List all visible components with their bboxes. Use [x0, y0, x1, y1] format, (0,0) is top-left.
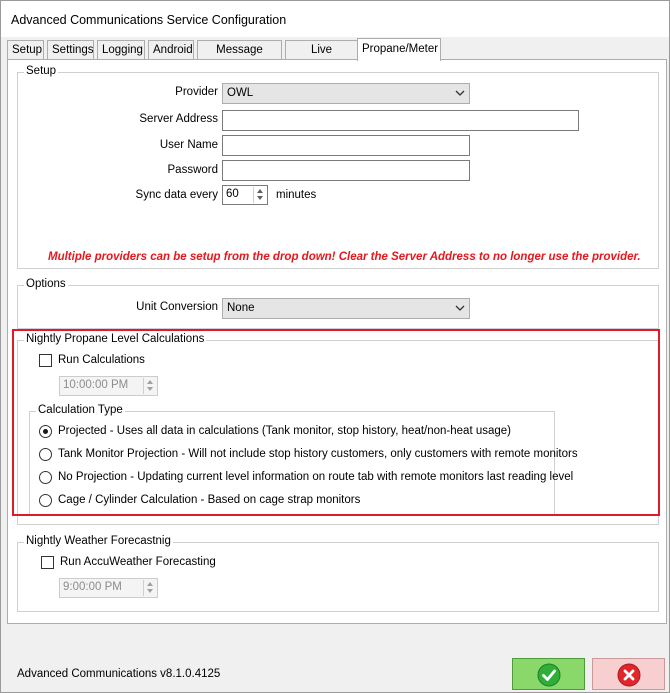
provider-label: Provider	[175, 86, 218, 98]
radio-projected-label[interactable]: Projected - Uses all data in calculations (Tank monitor, stop history, heat/non-heat usage)	[58, 425, 511, 437]
title-bar	[1, 1, 669, 37]
run-accuweather-label[interactable]: Run AccuWeather Forecasting	[60, 556, 216, 568]
unit-conversion-label: Unit Conversion	[136, 301, 218, 313]
nightly-weather-group-label: Nightly Weather Forecastnig	[26, 535, 171, 547]
run-calculations-label[interactable]: Run Calculations	[58, 354, 145, 366]
provider-value: OWL	[227, 87, 254, 99]
tab-panel-propane-meter	[7, 59, 667, 624]
password-input[interactable]	[222, 160, 470, 181]
stepper-down-icon[interactable]	[257, 196, 263, 200]
stepper-arrows-icon[interactable]	[253, 187, 266, 203]
calculation-type-label: Calculation Type	[38, 404, 123, 416]
tab-setup[interactable]: Setup	[7, 40, 44, 60]
weather-time-picker[interactable]	[59, 578, 158, 598]
nightly-propane-group	[17, 333, 659, 525]
stepper-up-icon[interactable]	[147, 582, 153, 586]
sync-unit-label: minutes	[276, 189, 317, 201]
user-name-label: User Name	[159, 139, 218, 151]
radio-cage-cylinder[interactable]	[39, 494, 52, 507]
radio-tank-monitor-projection[interactable]	[39, 448, 52, 461]
check-circle-icon	[537, 663, 561, 687]
server-address-input[interactable]	[222, 110, 579, 131]
radio-projected[interactable]	[39, 425, 52, 438]
window-title: Advanced Communications Service Configuration	[11, 13, 287, 27]
calculation-type-group	[29, 404, 578, 516]
user-name-input[interactable]	[222, 135, 470, 156]
sync-minutes-stepper[interactable]	[222, 185, 268, 205]
tab-message-centre[interactable]: Message	[197, 40, 282, 60]
run-accuweather-checkbox[interactable]	[41, 556, 54, 569]
nightly-propane-group-label: Nightly Propane Level Calculations	[26, 333, 205, 345]
ok-button[interactable]	[512, 658, 585, 690]
options-group-label: Options	[26, 278, 66, 290]
propane-time-value: 10:00:00 PM	[63, 379, 129, 391]
tab-settings[interactable]: Settings	[47, 40, 94, 60]
tab-logging[interactable]: Logging	[97, 40, 145, 60]
time-stepper-icon[interactable]	[143, 378, 156, 394]
run-calculations-checkbox[interactable]	[39, 354, 52, 367]
nightly-weather-group	[17, 535, 659, 612]
provider-select[interactable]	[222, 83, 470, 104]
setup-group-label: Setup	[26, 65, 57, 77]
propane-time-picker[interactable]	[59, 376, 158, 396]
radio-no-projection-label[interactable]: No Projection - Updating current level information on route tab with remote monitors last reading level	[58, 471, 574, 483]
unit-conversion-value: None	[227, 302, 255, 314]
sync-value: 60	[226, 188, 239, 200]
password-label: Password	[167, 164, 218, 176]
chevron-down-icon	[455, 305, 465, 312]
x-circle-icon	[617, 663, 641, 687]
stepper-up-icon[interactable]	[257, 189, 263, 193]
time-stepper-icon[interactable]	[143, 580, 156, 596]
weather-time-value: 9:00:00 PM	[63, 581, 122, 593]
setup-group	[17, 65, 659, 269]
stepper-down-icon[interactable]	[147, 387, 153, 391]
tab-live-tracking[interactable]: Live	[285, 40, 358, 60]
tab-propane-meter[interactable]: Propane/Meter	[357, 38, 441, 61]
version-label: Advanced Communications v8.1.0.4125	[17, 668, 221, 680]
tab-android[interactable]: Android	[148, 40, 194, 60]
radio-no-projection[interactable]	[39, 471, 52, 484]
radio-cage-cylinder-label[interactable]: Cage / Cylinder Calculation - Based on cage strap monitors	[58, 494, 361, 506]
options-group	[17, 278, 659, 329]
provider-warning: Multiple providers can be setup from the drop down! Clear the Server Address to no longer use the provider.	[48, 251, 641, 263]
chevron-down-icon	[455, 90, 465, 97]
unit-conversion-select[interactable]	[222, 298, 470, 319]
stepper-down-icon[interactable]	[147, 589, 153, 593]
stepper-up-icon[interactable]	[147, 380, 153, 384]
server-address-label: Server Address	[139, 113, 218, 125]
sync-label: Sync data every	[135, 189, 218, 201]
radio-tank-monitor-projection-label[interactable]: Tank Monitor Projection - Will not include stop history customers, only customers with remote monitors	[58, 448, 578, 460]
cancel-button[interactable]	[592, 658, 665, 690]
